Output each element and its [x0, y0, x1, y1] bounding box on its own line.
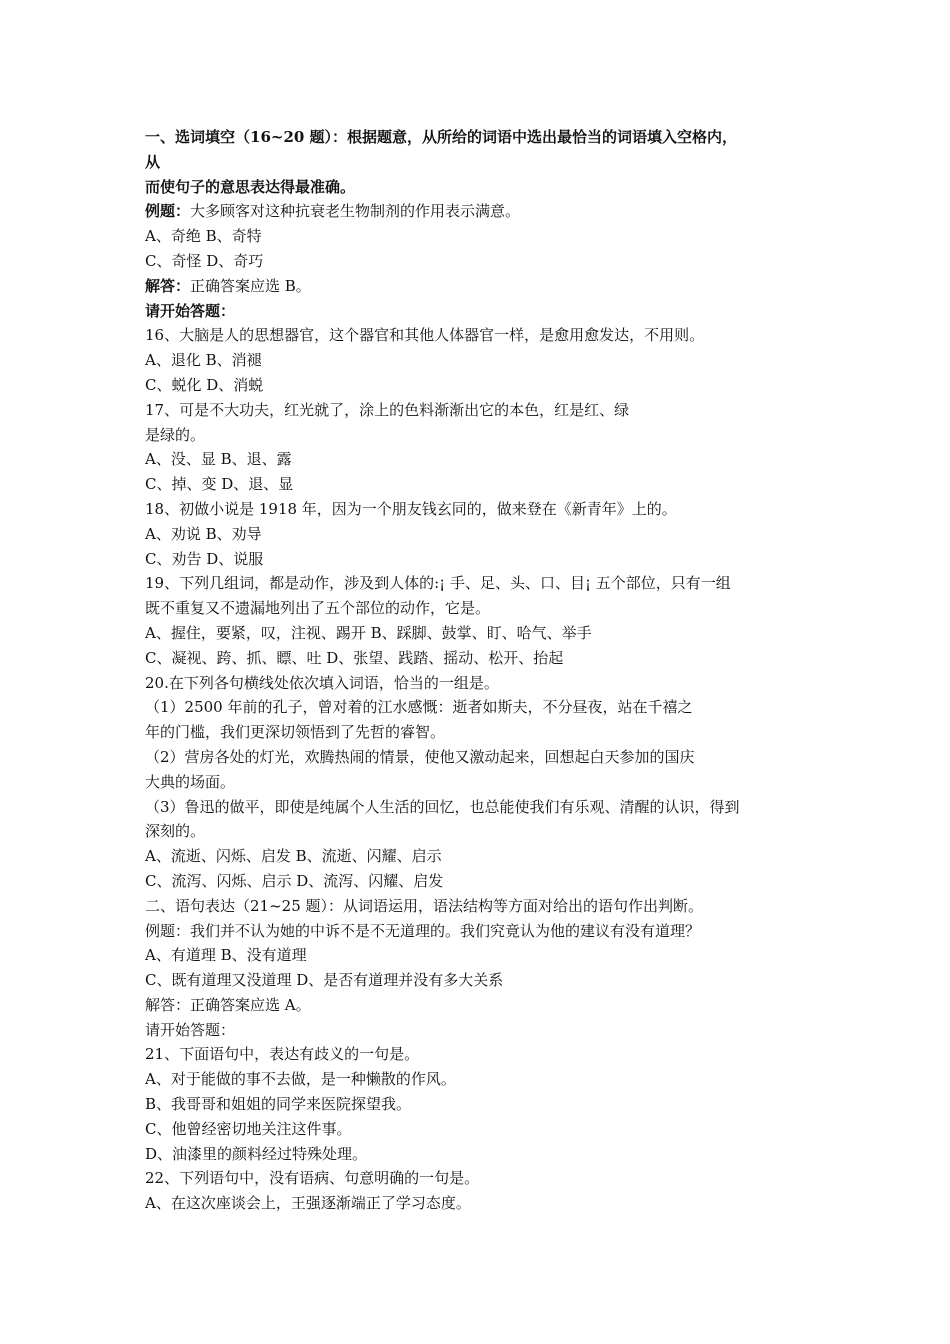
text-line [145, 621, 815, 646]
line-text: B、我哥哥和姐姐的同学来医院探望我。 [145, 1095, 412, 1114]
text-line [145, 1117, 815, 1142]
text-line [145, 844, 815, 869]
line-text: 解答：正确答案应选 A。 [145, 995, 311, 1014]
line-text: C、流泻、闪烁、启示 D、流泻、闪耀、启发 [145, 871, 444, 890]
text-line [145, 1067, 815, 1092]
text-line [145, 720, 815, 745]
text-line [145, 894, 815, 919]
text-line [145, 695, 815, 720]
text-line [145, 745, 815, 770]
text-line [145, 299, 815, 324]
text-line [145, 1042, 815, 1067]
line-text: 既不重复又不遗漏地列出了五个部位的动作，它是。 [145, 599, 491, 618]
text-line [145, 472, 815, 497]
line-text: C、掉、变 D、退、显 [145, 475, 294, 494]
text-line [145, 919, 815, 944]
line-text: D、油漆里的颜料经过特殊处理。 [145, 1144, 368, 1163]
line-text: 年的门槛，我们更深切领悟到了先哲的睿智。 [145, 723, 446, 742]
line-text: 16、大脑是人的思想器官，这个器官和其他人体器官一样，是愈用愈发达，不用则。 [145, 326, 705, 345]
line-text: C、凝视、跨、抓、瞟、吐 D、张望、践踏、摇动、松开、抬起 [145, 648, 564, 667]
line-text: C、奇怪 D、奇巧 [145, 251, 264, 270]
line-text: 21、下面语句中，表达有歧义的一句是。 [145, 1045, 420, 1064]
line-text: C、劝告 D、说服 [145, 549, 264, 568]
text-line [145, 175, 815, 200]
line-text: 正确答案应选 B。 [190, 276, 311, 295]
line-text: 请开始答题： [145, 301, 236, 320]
line-text: A、没、显 B、退、露 [145, 450, 292, 469]
line-text: A、劝说 B、劝导 [145, 524, 262, 543]
line-text: （1）2500 年前的孔子，曾对着的江水感慨：逝者如斯夫，不分昼夜，站在千禧之 [145, 698, 693, 717]
text-line [145, 497, 815, 522]
text-line [145, 993, 815, 1018]
line-text: A、对于能做的事不去做，是一种懒散的作风。 [145, 1070, 456, 1089]
line-text: （2）营房各处的灯光，欢腾热闹的情景，使他又激动起来，回想起白天参加的国庆 [145, 747, 695, 766]
text-line [145, 1092, 815, 1117]
text-line [145, 819, 815, 844]
text-line [145, 398, 815, 423]
text-line [145, 423, 815, 448]
text-line [145, 522, 815, 547]
text-line [145, 671, 815, 696]
text-line [145, 943, 815, 968]
line-text: 请开始答题： [145, 1020, 236, 1039]
text-line [145, 968, 815, 993]
document-body [145, 125, 815, 1216]
text-line [145, 373, 815, 398]
line-text: 例题：我们并不认为她的中诉不是不无道理的。我们究竟认为他的建议有没有道理？ [145, 921, 701, 940]
line-text: 从 [145, 152, 161, 171]
line-text: A、奇绝 B、奇特 [145, 227, 262, 246]
line-text: C、蜕化 D、消蜕 [145, 375, 264, 394]
line-text: 是绿的。 [145, 425, 206, 444]
line-text: 18、初做小说是 1918 年，因为一个朋友钱玄同的，做来登在《新青年》上的。 [145, 499, 677, 518]
text-line [145, 547, 815, 572]
text-line [145, 869, 815, 894]
text-line [145, 1166, 815, 1191]
line-text: 20.在下列各句横线处依次填入词语，恰当的一组是。 [145, 673, 499, 692]
line-text: C、既有道理又没道理 D、是否有道理并没有多大关系 [145, 971, 504, 990]
line-text: 大多顾客对这种抗衰老生物制剂的作用表示满意。 [190, 202, 521, 221]
text-line [145, 1191, 815, 1216]
line-text: A、流逝、闪烁、启发 B、流逝、闪耀、启示 [145, 847, 442, 866]
line-text: 二、语句表达（21~25 题）：从词语运用，语法结构等方面对给出的语句作出判断。 [145, 896, 704, 915]
text-line [145, 447, 815, 472]
line-text: A、在这次座谈会上，王强逐渐端正了学习态度。 [145, 1194, 471, 1213]
line-text: 19、下列几组词，都是动作，涉及到人体的:¡ 手、足、头、口、目¡ 五个部位，只有一组 [145, 574, 731, 593]
line-text: 22、下列语句中，没有语病、句意明确的一句是。 [145, 1169, 480, 1188]
line-text: A、有道理 B、没有道理 [145, 946, 307, 965]
text-line [145, 571, 815, 596]
line-label: 解答： [145, 276, 191, 295]
line-text: 一、选词填空（16~20 题）：根据题意，从所给的词语中选出最恰当的词语填入空格内， [145, 128, 738, 146]
text-line [145, 125, 815, 150]
line-text: 而使句子的意思表达得最准确。 [145, 177, 356, 196]
text-line [145, 770, 815, 795]
text-line [145, 249, 815, 274]
text-line [145, 795, 815, 820]
line-text: A、退化 B、消褪 [145, 351, 262, 370]
text-line [145, 150, 815, 175]
text-line [145, 199, 815, 224]
line-text: A、握住，要紧，叹，注视、踢开 B、踩脚、鼓掌、盯、哈气、举手 [145, 623, 592, 642]
text-line [145, 646, 815, 671]
text-line [145, 323, 815, 348]
line-text: （3）鲁迅的做平，即使是纯属个人生活的回忆，也总能使我们有乐观、清醒的认识，得到 [145, 797, 740, 816]
line-text: 大典的场面。 [145, 772, 236, 791]
line-text: C、他曾经密切地关注这件事。 [145, 1119, 352, 1138]
text-line [145, 1142, 815, 1167]
text-line [145, 596, 815, 621]
text-line [145, 224, 815, 249]
text-line [145, 348, 815, 373]
line-label: 例题： [145, 202, 191, 221]
line-text: 深刻的。 [145, 822, 206, 841]
text-line [145, 274, 815, 299]
text-line [145, 1018, 815, 1043]
line-text: 17、可是不大功夫，红光就了，涂上的色料渐渐出它的本色，红是红、绿 [145, 400, 630, 419]
